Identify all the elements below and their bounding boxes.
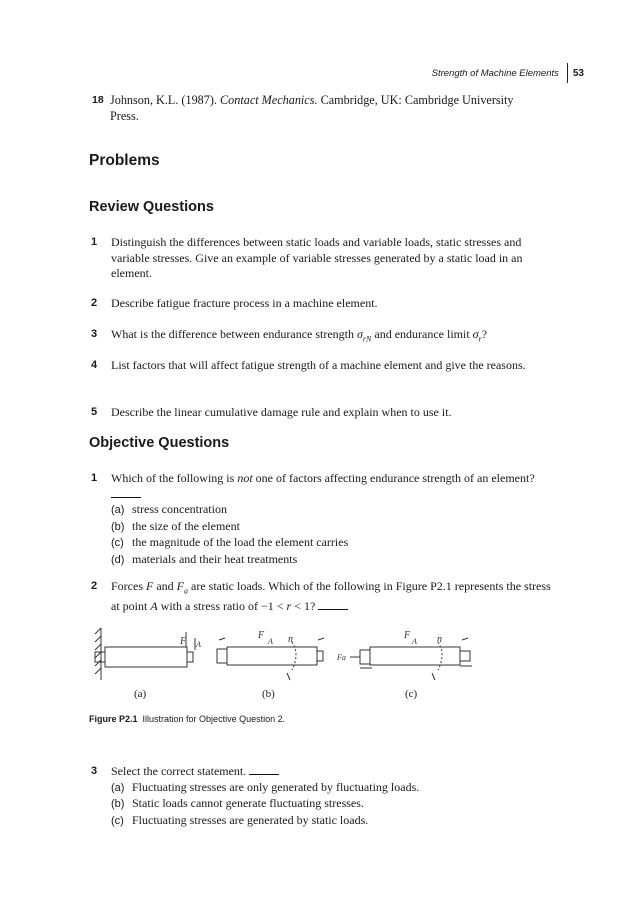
figure-caption-text: Illustration for Objective Question 2. <box>142 714 286 724</box>
answer-blank <box>111 487 141 498</box>
beam-c <box>350 638 472 680</box>
objective-question-2 <box>91 579 561 614</box>
rod-end-a <box>187 652 193 662</box>
question-text: Describe the linear cumulative damage rule and explain when to use it. <box>111 405 452 419</box>
review-question-3 <box>91 327 561 347</box>
question-number: 3 <box>91 328 98 340</box>
label-Fa-c: Fa <box>337 653 346 662</box>
reference-publisher: Cambridge, UK: Cambridge University Press. <box>110 93 514 123</box>
option-c: (c) the magnitude of the load the element carries <box>111 535 349 549</box>
problems-heading: Problems <box>89 152 160 169</box>
question-number: 5 <box>91 406 98 418</box>
question-number: 2 <box>91 297 98 309</box>
rotation-arrow-b <box>292 642 296 670</box>
objective-question-1 <box>91 471 561 568</box>
figure-drawing <box>92 620 502 690</box>
question-text: List factors that will affect fatigue strength of a machine element and give the reasons. <box>111 358 526 372</box>
option-c: (c) Fluctuating stresses are generated by static loads. <box>111 812 369 827</box>
reference-18 <box>93 92 543 124</box>
figure-label-a: (a) <box>134 688 147 700</box>
question-text: Which of the following is not one of factors affecting endurance strength of an element? (a) stress concentration (b) the size of the element (c) the magnitude of the load the element carries (d) materials and their heat treatments <box>111 471 561 568</box>
question-text: Describe fatigue fracture process in a machine element. <box>111 296 378 310</box>
page-number: 53 <box>572 67 584 79</box>
running-title: Strength of Machine Elements <box>431 67 559 79</box>
question-text: Select the correct statement. (a) Fluctuating stresses are only generated by fluctuating loads. (b) Static loads cannot generate fluctuating stresses. (c) Fluctuating stresses are generated by static loads. <box>111 764 561 829</box>
reference-number: 18 <box>92 94 104 106</box>
support-left-c <box>360 650 370 664</box>
rod-c <box>370 647 460 665</box>
option-b: (b) Static loads cannot generate fluctuating stresses. <box>111 796 364 810</box>
label-n-b: n <box>288 634 293 645</box>
label-F-a: F <box>180 636 187 647</box>
figure-caption <box>89 714 285 724</box>
question-number: 3 <box>91 765 98 777</box>
review-question-5 <box>91 405 561 421</box>
label-n-c: n <box>437 634 442 645</box>
objective-questions-heading: Objective Questions <box>89 435 230 451</box>
label-F-b: F <box>258 630 265 641</box>
support-left-b <box>217 649 227 663</box>
option-a: (a) Fluctuating stresses are only generated by fluctuating loads. <box>111 779 420 794</box>
support-right-c <box>460 651 470 661</box>
review-questions-heading: Review Questions <box>89 199 214 215</box>
option-b: (b) the size of the element <box>111 518 240 533</box>
answer-blank <box>249 764 279 775</box>
question-text: Distinguish the differences between static loads and variable loads, static stresses and variable stresses. Give an example of variable stresses generated by a static load in an element. <box>111 235 523 280</box>
label-A-c: A <box>412 637 417 646</box>
question-text: What is the difference between endurance strength $\sigma_{rN}$ and endurance limit $\sigma_r$? <box>111 327 488 344</box>
option-a: (a) stress concentration <box>111 502 227 516</box>
question-number: 4 <box>91 359 98 371</box>
reference-authors: Johnson, K.L. (1987). <box>110 93 217 107</box>
objective-question-3 <box>91 764 561 829</box>
question-number: 2 <box>91 580 98 592</box>
label-A-a: A <box>196 640 201 649</box>
figure-label-b: (b) <box>262 688 275 700</box>
question-number: 1 <box>91 236 98 248</box>
rod-b <box>227 647 317 665</box>
question-number: 1 <box>91 472 98 484</box>
support-right-b <box>317 651 323 661</box>
answer-blank <box>318 599 348 610</box>
label-F-c: F <box>404 630 411 641</box>
rotation-arrow-c <box>438 642 442 670</box>
label-A-b: A <box>268 637 273 646</box>
review-question-1 <box>91 235 561 282</box>
option-d: (d) materials and their heat treatments <box>111 551 298 566</box>
reference-title: Contact Mechanics. <box>220 93 318 107</box>
review-question-4 <box>91 358 561 374</box>
figure-caption-label: Figure P2.1 <box>89 714 138 724</box>
figure-label-c: (c) <box>405 688 418 700</box>
running-head <box>432 63 584 83</box>
figure-p2-1 <box>92 620 502 712</box>
review-question-2 <box>91 296 561 312</box>
rod-a <box>105 647 187 667</box>
header-rule <box>567 63 568 83</box>
question-text: Forces F and $F_a$ are static loads. Which of the following in Figure P2.1 represents the stress at point A with a stress ratio of −1 < r < 1? <box>111 579 551 613</box>
